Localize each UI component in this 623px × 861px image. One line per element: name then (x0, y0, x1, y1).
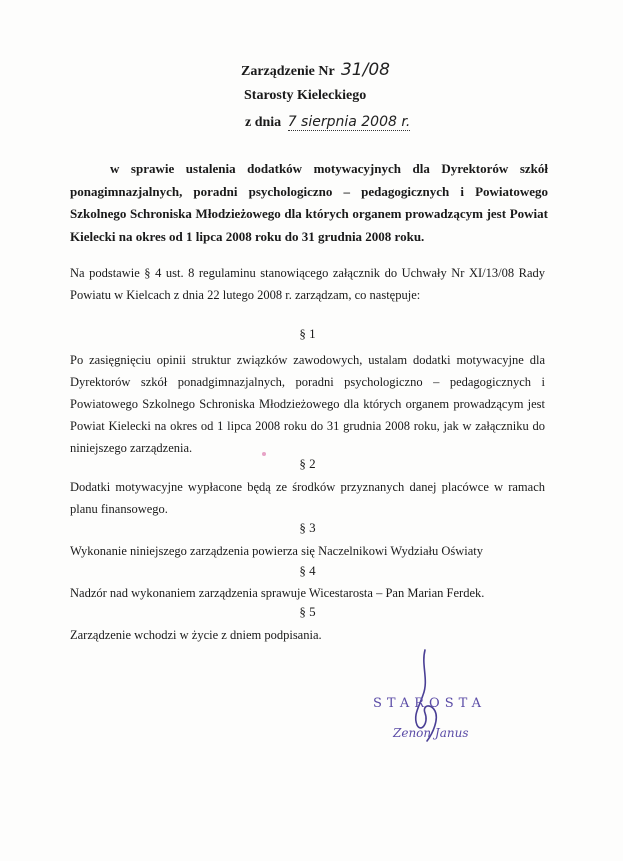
section-4-text: Nadzór nad wykonaniem zarządzenia sprawuje Wicestarosta – Pan Marian Ferdek. (70, 586, 485, 600)
order-number-label: Zarządzenie Nr (241, 64, 335, 79)
section-1-text: Po zasięgnięciu opinii struktur związków zawodowych, ustalam dodatki motywacyjne dla Dyrektorów szkół ponadgimnazjalnych, poradni psychologiczno – pedagogicznych i Powiatowego Szkolnego Schroniska Młodzieżowego dla których organem prowadzącym jest Powiat Kielecki na okres od 1 lipca 2008 roku do 31 grudnia 2008 roku, jak w załączniku do niniejszego zarządzenia. (70, 353, 545, 455)
section-1-mark: § 1 (299, 326, 316, 341)
section-2-mark: § 2 (299, 456, 316, 471)
section-3-mark: § 3 (299, 520, 316, 535)
section-3-text: Wykonanie niniejszego zarządzenia powierza się Naczelnikowi Wydziału Oświaty (70, 544, 484, 558)
issuer-line: Starosty Kieleckiego (244, 88, 367, 103)
order-number-value: 31/08 (340, 60, 390, 80)
document-subject (70, 158, 548, 248)
stamp-name: Zenon Janus (393, 726, 469, 740)
preamble: Na podstawie § 4 ust. 8 regulaminu stanowiącego załącznik do Uchwały Nr XI/13/08 Rady Powiatu w Kielcach z dnia 22 lutego 2008 r. zarządzam, co następuje: (70, 266, 545, 302)
section-4-mark: § 4 (299, 563, 316, 578)
section-2-text: Dodatki motywacyjne wypłacone będą ze środków przyznanych danej placówce w ramach planu finansowego. (70, 480, 545, 516)
subject-text: w sprawie ustalenia dodatków motywacyjnych dla Dyrektorów szkół ponagimnazjalnych, poradni psychologiczno – pedagogicznych i Powiatowego Szkolnego Schroniska Młodzieżowego dla których organem prowadzącym jest Powiat Kielecki na okres od 1 lipca 2008 roku do 31 grudnia 2008 roku. (70, 161, 548, 244)
section-5-mark: § 5 (299, 604, 316, 619)
stamp-role: STAROSTA (373, 696, 486, 711)
date-value: 7 sierpnia 2008 r. (287, 114, 411, 130)
section-5-text: Zarządzenie wchodzi w życie z dniem podpisania. (70, 628, 322, 642)
date-line (245, 114, 410, 131)
order-number-line (241, 60, 390, 80)
date-label: z dnia (245, 115, 282, 130)
